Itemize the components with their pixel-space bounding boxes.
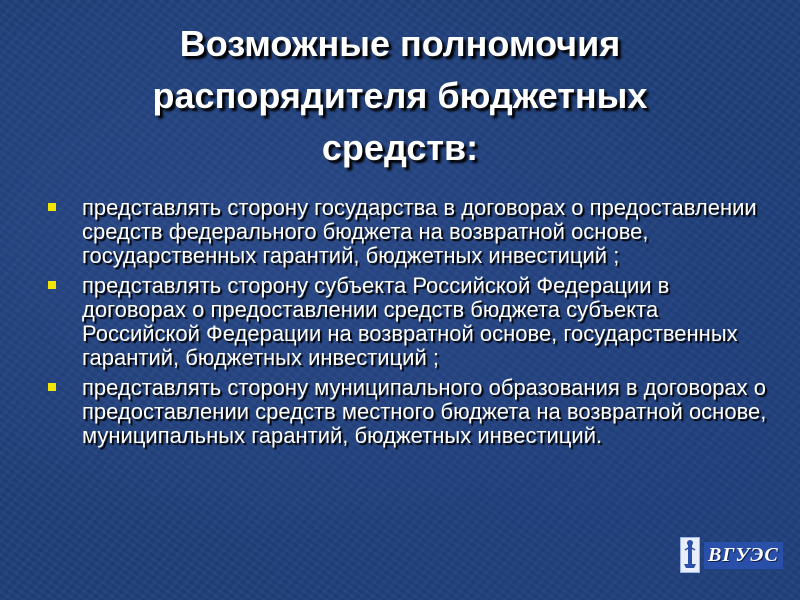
- bullet-list: [48, 196, 768, 454]
- university-logo-text: ВГУЭС: [704, 542, 783, 569]
- bullet-text-3: представлять сторону муниципального образования в договорах о предоставлении средств местного бюджета на возвратной основе, муниципальных гарантий, бюджетных инвестиций.: [82, 375, 767, 448]
- square-bullet-icon: [48, 383, 56, 391]
- bullet-item-2: [48, 274, 768, 370]
- square-bullet-icon: [48, 203, 56, 211]
- bullet-text-1: представлять сторону государства в договорах о предоставлении средств федерального бюджета на возвратной основе, государственных гарантий, бюджетных инвестиций ;: [82, 195, 757, 268]
- square-bullet-icon: [48, 281, 56, 289]
- slide-title-line-1: Возможные полномочия: [179, 23, 621, 64]
- bullet-item-3: [48, 376, 768, 448]
- slide-title: [40, 18, 760, 174]
- slide-title-line-2: распорядителя бюджетных: [152, 75, 648, 116]
- university-logo: [680, 536, 779, 574]
- university-emblem-icon: [680, 537, 700, 573]
- bullet-item-1: [48, 196, 768, 268]
- slide-title-line-3: средств:: [321, 127, 479, 168]
- bullet-text-2: представлять сторону субъекта Российской Федерации в договорах о предоставлении средств бюджета субъекта Российской Федерации на возвратной основе, государственных гарантий, бюджетных инвестиций ;: [82, 273, 738, 370]
